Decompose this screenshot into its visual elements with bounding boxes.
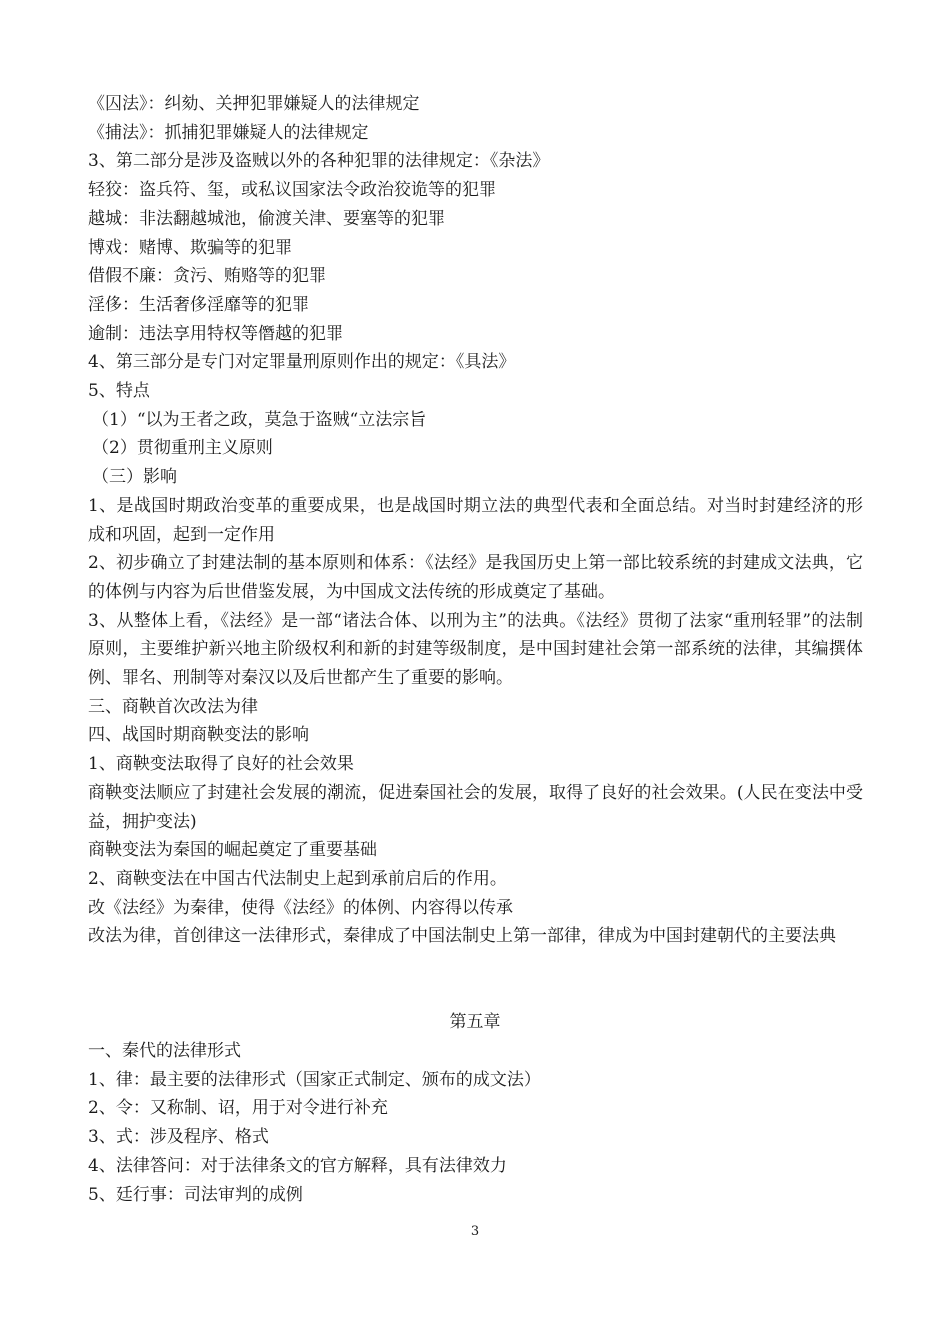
text-line: 4、第三部分是专门对定罪量刑原则作出的规定：《具法》 bbox=[88, 352, 516, 373]
text-line: 3、式：涉及程序、格式 bbox=[88, 1127, 269, 1148]
text-line: 5、廷行事：司法审判的成例 bbox=[88, 1184, 303, 1205]
text-line: 2、商鞅变法在中国古代法制史上起到承前启后的作用。 bbox=[88, 868, 507, 889]
text-line: 2、令：又称制、诏，用于对令进行补充 bbox=[88, 1098, 388, 1119]
paragraph-influence-1: 1、是战国时期政治变革的重要成果，也是战国时期立法的典型代表和全面总结。对当时封建经济的形成和巩固，起到一定作用 bbox=[88, 495, 863, 545]
text-line: 《捕法》：抓捕犯罪嫌疑人的法律规定 bbox=[88, 122, 369, 143]
text-line: 1、商鞅变法取得了良好的社会效果 bbox=[88, 754, 354, 775]
text-line: 4、法律答问：对于法律条文的官方解释，具有法律效力 bbox=[88, 1155, 507, 1176]
paragraph-law-to-lv: 改法为律，首创律这一法律形式，秦律成了中国法制史上第一部律，律成为中国封建朝代的主要法典 bbox=[88, 926, 836, 947]
text-line: 轻狡：盗兵符、玺，或私议国家法令政治狡诡等的犯罪 bbox=[88, 180, 496, 201]
text-line: 借假不廉：贪污、贿赂等的犯罪 bbox=[88, 266, 326, 287]
text-line: 四、战国时期商鞅变法的影响 bbox=[88, 725, 309, 746]
text-line: 一、秦代的法律形式 bbox=[88, 1041, 241, 1061]
text-line: 改《法经》为秦律，使得《法经》的体例、内容得以传承 bbox=[88, 897, 513, 918]
paragraph-shang-yang-effect: 商鞅变法顺应了封建社会发展的潮流，促进秦国社会的发展，取得了良好的社会效果。(人民在变法中受益，拥护变法) bbox=[88, 782, 863, 832]
body-section-1 bbox=[88, 90, 863, 951]
page-number: 3 bbox=[470, 1224, 480, 1239]
text-line: （1）“以为王者之政，莫急于盗贼“立法宗旨 bbox=[92, 409, 427, 430]
text-line: 3、第二部分是涉及盗贼以外的各种犯罪的法律规定：《杂法》 bbox=[88, 151, 550, 172]
text-line: 5、特点 bbox=[88, 381, 150, 402]
text-line: 商鞅变法为秦国的崛起奠定了重要基础 bbox=[88, 840, 377, 861]
text-line: （三）影响 bbox=[92, 467, 177, 488]
chapter-heading: 第五章 bbox=[449, 1012, 501, 1032]
paragraph-influence-2: 2、初步确立了封建法制的基本原则和体系：《法经》是我国历史上第一部比较系统的封建成文法典，它的体例与内容为后世借鉴发展，为中国成文法传统的形成奠定了基础。 bbox=[88, 553, 863, 602]
text-line: 越城：非法翻越城池，偷渡关津、要塞等的犯罪 bbox=[88, 208, 445, 229]
text-line: 博戏：赌博、欺骗等的犯罪 bbox=[88, 237, 292, 258]
text-line: 淫侈：生活奢侈淫靡等的犯罪 bbox=[88, 294, 309, 315]
text-line: 三、商鞅首次改法为律 bbox=[88, 696, 258, 717]
text-line: 逾制：违法享用特权等僭越的犯罪 bbox=[88, 323, 343, 344]
paragraph-influence-3: 3、从整体上看，《法经》是一部“诸法合体、以刑为主”的法典。《法经》贯彻了法家“重刑轻罪”的法制原则，主要维护新兴地主阶级权利和新的封建等级制度，是中国封建社会第一部系统的法律，其编撰体例、罪名、刑制等对秦汉以及后世都产生了重要的影响。 bbox=[88, 610, 863, 689]
text-line: 1、律：最主要的法律形式（国家正式制定、颁布的成文法） bbox=[88, 1069, 541, 1090]
text-line: （2）贯彻重刑主义原则 bbox=[92, 438, 273, 459]
text-line: 《囚法》：纠劾、关押犯罪嫌疑人的法律规定 bbox=[88, 94, 420, 114]
body-section-2 bbox=[88, 1037, 863, 1209]
